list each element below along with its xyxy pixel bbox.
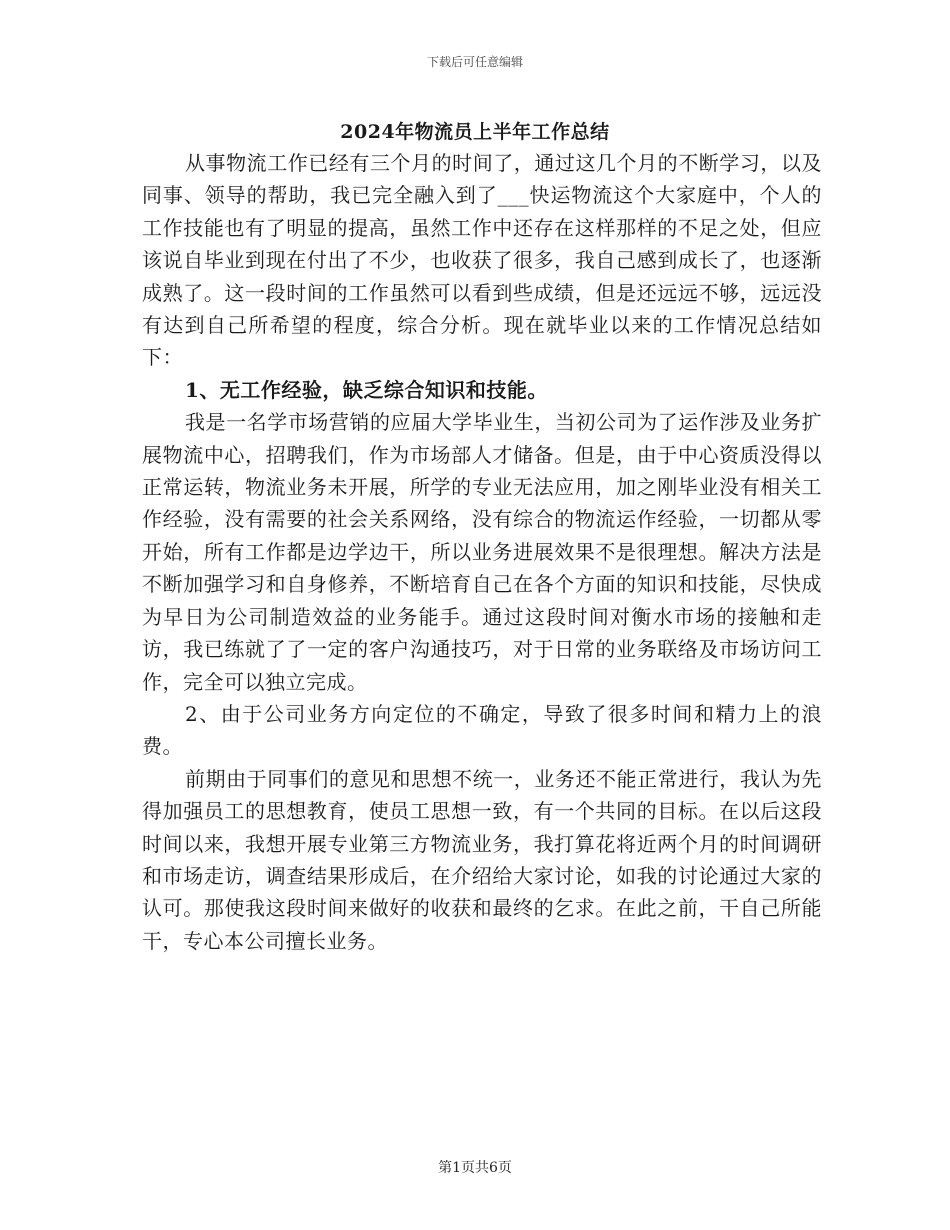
paragraph-intro: 从事物流工作已经有三个月的时间了，通过这几个月的不断学习，以及同事、领导的帮助，我已完全融入到了___快运物流这个大家庭中，个人的工作技能也有了明显的提高，虽然工作中还存在这样那样的不足之处，但应该说自毕业到现在付出了不少，也收获了很多，我自己感到成长了，也逐渐成熟了。这一段时间的工作虽然可以看到些成绩，但是还远远不够，远远没有达到自己所希望的程度，综合分析。现在就毕业以来的工作情况总结如下： [142,151,822,370]
paragraph-section-1: 我是一名学市场营销的应届大学毕业生，当初公司为了运作涉及业务扩展物流中心，招聘我们，作为市场部人才储备。但是，由于中心资质没得以正常运转，物流业务未开展，所学的专业无法应用，加之刚毕业没有相关工作经验，没有需要的社会关系网络，没有综合的物流运作经验，一切都从零开始，所有工作都是边学边干，所以业务进展效果不是很理想。解决方法是不断加强学习和自身修养，不断培育自己在各个方面的知识和技能，尽快成为早日为公司制造效益的业务能手。通过这段时间对衡水市场的接触和走访，我已练就了了一定的客户沟通技巧，对于日常的业务联络及市场访问工作，完全可以独立完成。 [142,410,822,694]
paragraph-section-2: 前期由于同事们的意见和思想不统一，业务还不能正常进行，我认为先得加强员工的思想教育，使员工思想一致，有一个共同的目标。在以后这段时间以来，我想开展专业第三方物流业务，我打算花将近两个月的时间调研和市场走访，调查结果形成后，在介绍给大家讨论，如我的讨论通过大家的认可。那使我这段时间来做好的收获和最终的乞求。在此之前，干自己所能干，专心本公司擅长业务。 [142,766,822,953]
document-body [142,147,822,957]
section-heading-1: 1、无工作经验，缺乏综合知识和技能。 [185,377,548,402]
document-title: 2024年物流员上半年工作总结 [340,121,610,143]
page-number: 第1页共6页 [438,1160,512,1176]
page-header-note: 下载后可任意编辑 [426,55,523,69]
section-heading-2: 2、由于公司业务方向定位的不确定，导致了很多时间和精力上的浪费。 [142,701,822,759]
